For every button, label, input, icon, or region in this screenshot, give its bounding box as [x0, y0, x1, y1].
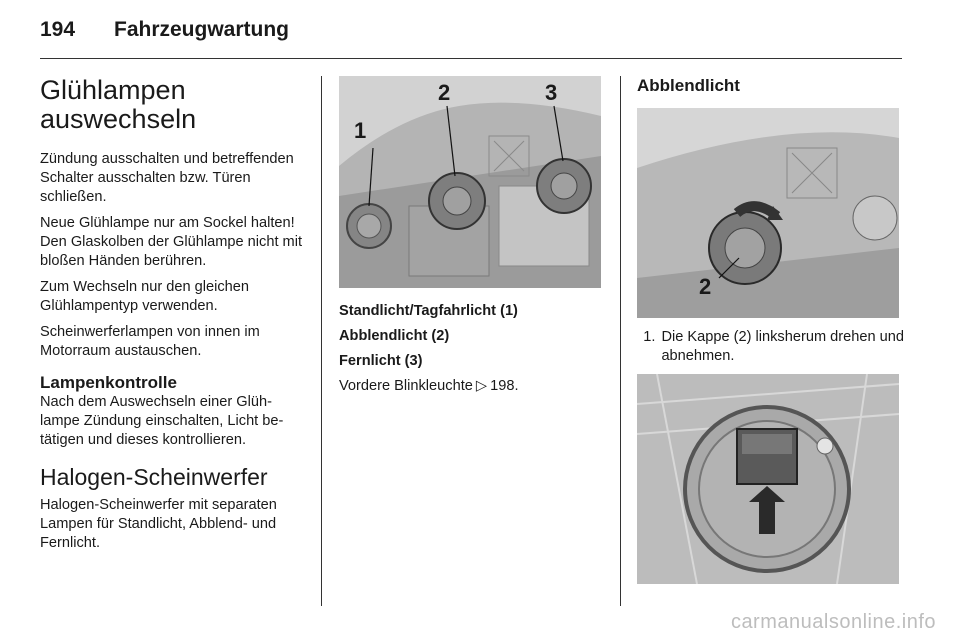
blinker-text: Vordere Blinkleuchte: [339, 378, 473, 394]
lampcheck-heading: Lampenkontrolle: [40, 373, 177, 392]
blinker-page-link[interactable]: 198.: [490, 378, 519, 394]
fig-label-1: 1: [354, 118, 367, 143]
column-divider-2: [620, 76, 621, 606]
paragraph-bulb-handling: Neue Glühlampe nur am Sockel halten! Den Glaskolben der Glühlampe nicht mit bloßen Händen berühren.: [40, 215, 303, 269]
paragraph-bulb-type: Zum Wechseln nur den gleichen Glühlampentyp verwenden.: [40, 279, 250, 314]
headlamp-illustration: [339, 76, 601, 288]
page-heading-line1: Glühlampen: [40, 75, 186, 105]
section-title: Fahrzeugwartung: [114, 18, 290, 41]
low-beam-figure: [637, 108, 899, 318]
fig-label-3: 3: [545, 80, 558, 105]
halogen-heading: Halogen-Scheinwerfer: [40, 464, 268, 490]
low-beam-heading: Abblendlicht: [637, 76, 740, 95]
headlamp-figure: [339, 76, 601, 288]
paragraph-replace-location: Scheinwerferlampen von innen im Motorraum austauschen.: [40, 324, 260, 359]
column-left: [40, 76, 306, 560]
header-rule: [40, 58, 902, 59]
fig-label-2-right: 2: [699, 274, 712, 299]
page-number: 194: [40, 18, 76, 41]
caption-parking-light: Standlicht/Tagfahrlicht (1): [339, 303, 518, 319]
column-right: [637, 76, 907, 584]
step-1: [637, 328, 907, 366]
low-beam-illustration: [637, 108, 899, 318]
watermark: carmanualsonline.info: [730, 611, 936, 633]
lampcheck-text: Nach dem Auswechseln einer Glühlampe Zündung einschalten, Licht betätigen und dieses kontrollieren.: [40, 394, 284, 448]
column-divider-1: [321, 76, 322, 606]
bulb-connector-figure: [637, 374, 899, 584]
halogen-text: Halogen-Scheinwerfer mit separaten Lampen für Standlicht, Abblend- und Fernlicht.: [40, 497, 277, 551]
blinker-reference: [339, 377, 605, 396]
bulb-connector-illustration: [637, 374, 899, 584]
paragraph-ignition: Zündung ausschalten und betreffenden Schalter ausschalten bzw. Türen schließen.: [40, 151, 294, 205]
fig-label-2: 2: [438, 80, 451, 105]
caption-high-beam: Fernlicht (3): [339, 353, 423, 369]
step-number: 1.: [643, 329, 656, 345]
page-heading: [40, 76, 306, 134]
column-middle: [339, 76, 605, 402]
page-ref-icon: ▷: [475, 378, 488, 394]
caption-low-beam: Abblendlicht (2): [339, 328, 450, 344]
page-heading-line2: auswechseln: [40, 104, 197, 134]
step-text: Die Kappe (2) linksherum drehen und abnehmen.: [661, 329, 904, 364]
page-header: [40, 18, 289, 42]
